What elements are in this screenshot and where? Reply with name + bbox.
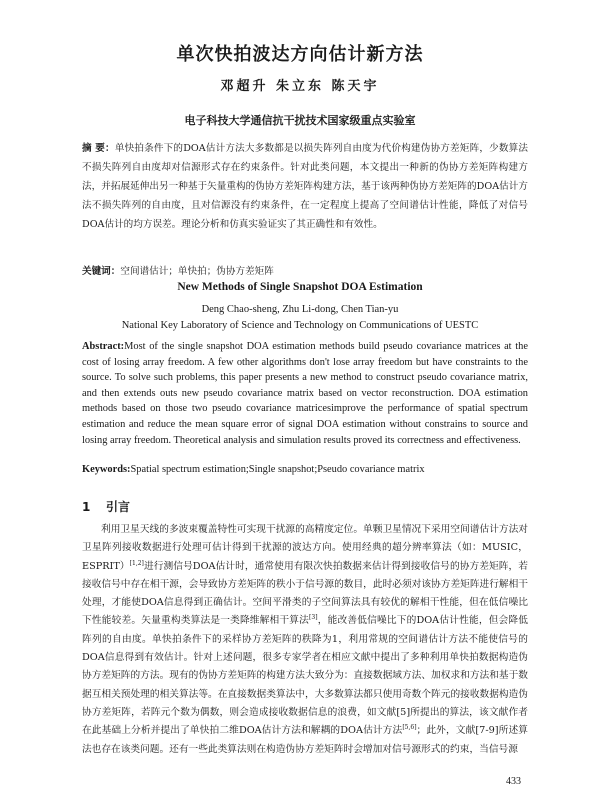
affiliation-en: National Key Laboratory of Science and Technology on Communications of UESTC [121,320,479,331]
paper-title-cn: 单次快拍波达方向估计新方法 [176,44,424,65]
citation-ref: [5,6] [402,724,417,732]
page-number: 433 [506,776,521,787]
authors-en: Deng Chao-sheng, Zhu Li-dong, Chen Tian-yu [201,304,399,315]
citation-ref: [1,2] [129,559,144,567]
keywords-en-text: Spatial spectrum estimation;Single snapshot;Pseudo covariance matrix [130,464,425,475]
keywords-cn-label: 关键词： [82,266,121,277]
paper-title-en: New Methods of Single Snapshot DOA Estimation [177,281,423,293]
abstract-cn [82,139,528,234]
abstract-en-text: Most of the single snapshot DOA estimation methods build pseudo covariance matrices at the cost of losing array freedom. A few other algorithms don't lose array freedom but have constraints to the source. To solve such problems, this paper presents a new method to construct pseudo covariance matrix, and then extends outs new pseudo covariance matrix based on vector reconstruction. DOA estimation methods based on those two pseudo covariance matricesimprove the performance of spatial spectrum estimation and reduce the mean square error of signal DOA estimation without constrains to source and losing array freedom. Theoretical analysis and simulation results proved its correctness and effectiveness. [82,341,528,446]
body-text-part2: 进行测信号DOA估计时，通常使用有限次快拍数据来估计得到接收信号的协方差矩阵，若接收信号中存在相干源，会导致协方差矩阵的秩小于信号源的数目，此时必须对该协方差矩阵进行解相干处理，才能使DOA信息得到正确估计。空间平滑类的子空间算法具有较优的解相干性能，但在低信噪比下性能较差。矢量重构类算法是一类降维解相干算法 [82,560,528,627]
section-heading-introduction [82,498,528,515]
authors-cn: 邓超升 朱立东 陈天宇 [220,79,380,94]
abstract-en [82,339,528,448]
keywords-cn-text: 空间谱估计；单快拍；伪协方差矩阵 [120,266,274,277]
abstract-cn-label: 摘 要： [82,143,115,154]
body-text-part3: ，能改善低信噪比下的DOA估计性能，但会降低阵列的自由度。单快拍条件下的采样协方差矩阵的秩降为1，利用常规的空间谱估计方法不能使信号的DOA信息得到有效估计。针对上述问题，很多专家学者在相应文献中提出了多种利用单快拍数据构造伪协方差矩阵的方法。现有的伪协方差矩阵的构建方法大致分为：直接数据域方法、加权求和方法和基于数据互相关预处理的相关算法等。在直接数据类算法中，大多数算法都只使用奇数个阵元的接收数据构造伪协方差矩阵，若阵元个数为偶数，则会造成接收数据信息的浪费，如文献[5]所提出的算法，该文献作者在此基础上分析并提出了单快拍二维DOA估计方法和解耦的DOA估计方法 [82,615,528,737]
introduction-body [82,521,528,759]
keywords-en-label: Keywords: [82,464,131,475]
abstract-en-label: Abstract: [82,341,125,352]
keywords-cn [82,262,528,281]
body-text-part1: 利用卫星天线的多波束覆盖特性可实现干扰源的高精度定位。单颗卫星情况下采用空间谱估计方法对卫星阵列接收数据进行处理可估计得到干扰源的波达方向。使用经典的超分辨率算法（如：MUSIC，ESPRIT） [82,524,528,572]
section-title: 引言 [106,500,131,514]
keywords-en [82,462,528,478]
section-number: 1 [82,500,91,514]
body-text-part4: ；此外，文献[7-9]所述算法也存在该类问题。还有一些此类算法则在构造伪协方差矩阵时会增加对信号源形式的约束，当信号源 [82,725,528,755]
citation-ref: [3] [309,614,318,622]
affiliation-cn: 电子科技大学通信抗干扰技术国家级重点实验室 [184,114,416,127]
abstract-cn-text: 单快拍条件下的DOA估计方法大多数都是以损失阵列自由度为代价构建伪协方差矩阵，少数算法不损失阵列自由度却对信源形式存在约束条件。针对此类问题，本文提出一种新的伪协方差矩阵构建方法，并拓展延伸出另一种基于矢量重构的伪协方差矩阵构建方法，基于该两种伪协方差矩阵的DOA估计方法不损失阵列的自由度，且对信源没有约束条件，在一定程度上提高了空间谱估计性能，降低了对信号DOA估计的均方误差。理论分析和仿真实验证实了其正确性和有效性。 [82,143,529,230]
